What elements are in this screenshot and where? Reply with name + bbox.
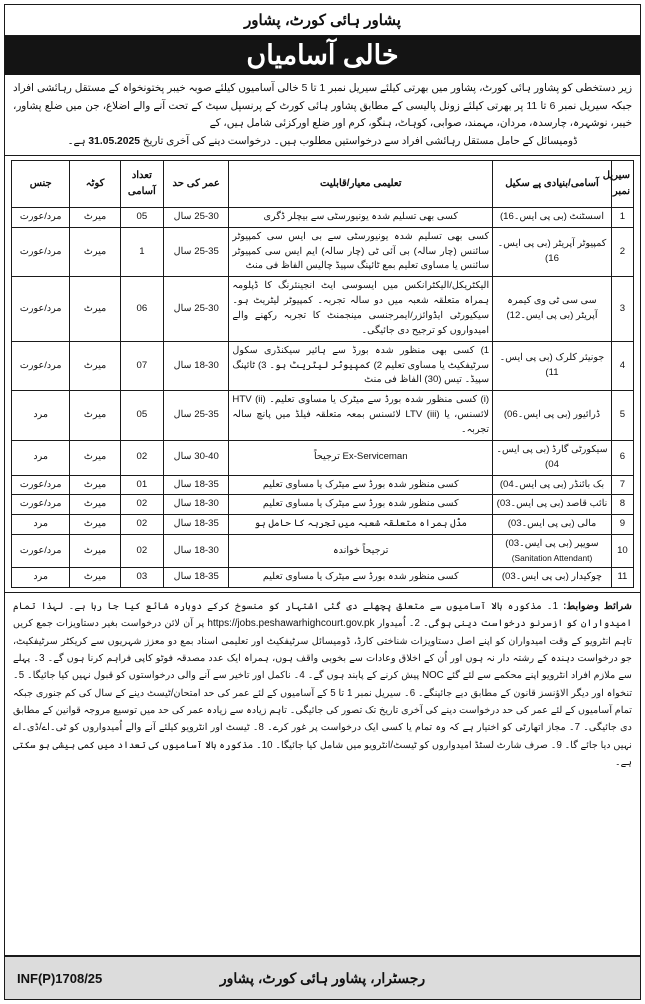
cell-age: 18-30 سال [164, 535, 229, 568]
cell-count: 02 [120, 535, 163, 568]
terms-item-6: 6۔ سیریل نمبر 1 تا 5 کے آسامیوں کے لئے عمر کی حد امتحان/ٹیسٹ دینے کے سال کی کم جنوری جبکہ تمام آسامیوں کے لئے عمر کی حد درخواست دینے کی آخری تاریخ تک تصور کی جائیگی۔ تاہم زیادہ سے زیادہ عمر کی حد میں توسیع مروجہ قوانین کے مطابق دی جائیگی۔ [13, 687, 632, 734]
cell-qualification: کسی بھی تسلیم شدہ یونیورسٹی سے بی ایس سی کمپیوٹر سائنس (چار سالہ) بی آئی ٹی (چار سالہ) ایم ایس سی کمپیوٹر سائنس یا مساوی تعلیم بمع ٹائپنگ سپیڈ چالیس الفاظ فی منٹ [229, 227, 493, 277]
cell-gender: مرد/عورت [12, 207, 70, 227]
cell-gender: مرد/عورت [12, 475, 70, 495]
organization-header [5, 5, 640, 36]
cell-quota: میرٹ [70, 440, 120, 475]
table-row [12, 391, 634, 441]
cell-serial: 10 [611, 535, 633, 568]
cell-post: مالی (بی پی ایس۔03) [493, 515, 612, 535]
cell-quota: میرٹ [70, 515, 120, 535]
header-count: تعداد آسامی [120, 160, 163, 207]
table-row [12, 475, 634, 495]
terms-item-4: 4۔ ناکمل اور تاخیر سے آنے والی درخواستوں کو قبول نہیں کیا جائیگا۔ [27, 670, 305, 682]
cell-quota: میرٹ [70, 568, 120, 588]
table-row [12, 568, 634, 588]
cell-serial: 4 [611, 341, 633, 391]
cell-quota: میرٹ [70, 475, 120, 495]
cell-serial: 8 [611, 495, 633, 515]
cell-qualification: کسی منظور شدہ بورڈ سے میٹرک یا مساوی تعلیم [229, 495, 493, 515]
cell-qualification: کسی منظور شدہ بورڈ سے میٹرک یا مساوی تعلیم [229, 475, 493, 495]
terms-heading: شرائط وضوابط: [563, 600, 632, 612]
cell-qualification: مڈل ہمراہ متعلقہ شعبہ میں تجربہ کا حامل ہو [229, 515, 493, 535]
document-footer [5, 956, 640, 999]
header-gender: جنس [12, 160, 70, 207]
cell-gender: مرد/عورت [12, 341, 70, 391]
cell-serial: 2 [611, 227, 633, 277]
signatory-line: رجسٹرار، پشاور ہائی کورٹ، پشاور [219, 969, 426, 986]
cell-quota: میرٹ [70, 341, 120, 391]
header-age: عمر کی حد [164, 160, 229, 207]
terms-and-conditions [5, 592, 640, 956]
table-row [12, 227, 634, 277]
cell-post: اسسٹنٹ (بی پی ایس۔16) [493, 207, 612, 227]
terms-item-3: 3۔ پہلے سے ملازم افراد انٹرویو اپنے محکمے سے لئے گئے NOC پیش کرنے کے پابند ہوں گے۔ [13, 653, 633, 682]
vacancy-table-container [5, 156, 640, 588]
banner-title: خالی آسامیاں [246, 40, 399, 70]
cell-quota: میرٹ [70, 391, 120, 441]
cell-age: 18-30 سال [164, 341, 229, 391]
cell-qualification: ترجیحاً خواندہ [229, 535, 493, 568]
cell-age: 18-35 سال [164, 475, 229, 495]
cell-gender: مرد [12, 440, 70, 475]
cell-qualification: 1) کسی بھی منظور شدہ بورڈ سے ہائیر سیکنڈری سکول سرٹیفکیٹ یا مساوی تعلیم 2) کمپیوٹر لیٹریٹ ہو۔ 3) ٹائپنگ سپیڈ۔ تیس (30) الفاظ فی منٹ [229, 341, 493, 391]
cell-post: نائب قاصد (بی پی ایس۔03) [493, 495, 612, 515]
cell-quota: میرٹ [70, 277, 120, 341]
cell-post: سیکورٹی گارڈ (بی پی ایس۔04) [493, 440, 612, 475]
header-serial: سیریل نمبر [611, 160, 633, 207]
cell-count: 06 [120, 277, 163, 341]
cell-serial: 5 [611, 391, 633, 441]
table-row [12, 207, 634, 227]
cell-age: 25-30 سال [164, 277, 229, 341]
cell-serial: 1 [611, 207, 633, 227]
cell-count: 02 [120, 440, 163, 475]
table-row [12, 515, 634, 535]
intro-deadline-suffix: ہے۔ [67, 136, 89, 148]
post-name-english: (Sanitation Attendant) [511, 553, 593, 563]
cell-serial: 11 [611, 568, 633, 588]
table-row [12, 495, 634, 515]
document-frame [4, 4, 641, 1000]
cell-post: کمپیوٹر آپریٹر (بی پی ایس۔16) [493, 227, 612, 277]
cell-quota: میرٹ [70, 535, 120, 568]
vacancy-table-body [12, 207, 634, 587]
cell-serial: 6 [611, 440, 633, 475]
cell-quota: میرٹ [70, 207, 120, 227]
cell-serial: 9 [611, 515, 633, 535]
cell-serial: 3 [611, 277, 633, 341]
cell-count: 05 [120, 207, 163, 227]
application-portal-link[interactable]: https://jobs.peshawarhighcourt.gov.pk [207, 618, 375, 630]
terms-item-1: 1۔ مذکورہ بالا آسامیوں سے متعلق پچھلے دی گئی اشتہار کو منسوخ کرکے دوبارہ شائع کیا جا رہا ہے۔ لہذا تمام امیدواران کو ازسرنو درخواست دینی ہوگی۔ [13, 600, 632, 630]
cell-gender: مرد/عورت [12, 535, 70, 568]
cell-qualification: کسی بھی تسلیم شدہ یونیورسٹی سے بیچلر ڈگری [229, 207, 493, 227]
inf-reference-code: INF(P)1708/25 [17, 970, 103, 986]
cell-count: 07 [120, 341, 163, 391]
cell-count: 01 [120, 475, 163, 495]
cell-post: سی سی ٹی وی کیمرہ آپریٹر (بی پی ایس۔12) [493, 277, 612, 341]
terms-item-10: 10۔ مذکورہ بالا آسامیوں کی تعداد میں کمی بیشی ہو سکتی ہے۔ [13, 739, 632, 768]
intro-line-1: زیر دستخطی کو پشاور ہائی کورٹ، پشاور میں بھرتی کیلئے سیریل نمبر 1 تا 5 خالی آسامیوں کیلئے صوبہ خیبر پختونخواہ کے مستقل رہائشی افراد جبکہ سیریل نمبر 6 تا 11 پر بھرتی کیلئے زونل پالیسی کے [13, 83, 632, 112]
cell-age: 30-40 سال [164, 440, 229, 475]
table-row [12, 535, 634, 568]
header-qualification: تعلیمی معیار/قابلیت [229, 160, 493, 207]
cell-count: 02 [120, 495, 163, 515]
table-row [12, 440, 634, 475]
introduction-paragraph [5, 75, 640, 156]
cell-count: 1 [120, 227, 163, 277]
cell-post: ڈرائیور (بی پی ایس۔06) [493, 391, 612, 441]
terms-item-2-prefix: 2۔ اُمیدوار [374, 618, 420, 630]
terms-item-8: 8۔ ٹیسٹ اور انٹرویو کیلئے آنے والے اُمیدواروں کو ٹی۔اے/ڈی۔اے نہیں دیا جائے گا۔ [13, 722, 632, 751]
vacancy-table [11, 160, 634, 588]
cell-age: 25-35 سال [164, 391, 229, 441]
organization-title: پشاور ہائی کورٹ، پشاور [244, 12, 401, 29]
cell-quota: میرٹ [70, 227, 120, 277]
cell-qualification: الیکٹریکل/الیکٹرانکس میں ایسوسی ایٹ انجینئرنگ کا ڈپلومہ ہمراہ متعلقہ شعبہ میں دو سالہ تجربہ۔ کمپیوٹر لیٹریٹ ہو۔ سیکیورٹی ایڈوائزر/ایمرجنسی مینجمنٹ کا تجربہ رکھنے والے امیدواروں کو ترجیح دی جائیگی۔ [229, 277, 493, 341]
intro-line-2: مطابق پشاور ہائی کورٹ کے پرنسپل سیٹ کے تحت آنے والے اضلاع، جن میں ضلع پشاور، خیبر، نوشہرہ، چارسدہ، مردان، مہمند، صوابی، کوہاٹ، ہنگو، کرم اور ضلع اورکزئی شامل ہیں، کے [13, 100, 632, 130]
cell-age: 18-35 سال [164, 515, 229, 535]
cell-age: 18-35 سال [164, 568, 229, 588]
terms-item-7: 7۔ مجاز اتھارٹی کو اختیار ہے کہ وہ تمام یا کسی ایک درخواست پر غور کرے۔ [267, 722, 581, 734]
cell-gender: مرد [12, 515, 70, 535]
terms-item-9: 9۔ صرف شارٹ لسٹڈ امیدواروں کو ٹیسٹ/انٹرویو میں شامل کیا جائیگا۔ [275, 739, 562, 751]
cell-post: چوکیدار (بی پی ایس۔03) [493, 568, 612, 588]
table-header-row [12, 160, 634, 207]
cell-gender: مرد/عورت [12, 277, 70, 341]
terms-item-5: 5۔ تنخواہ اور دیگر الاؤنسز قانون کے مطابق دیے جائینگے۔ [13, 670, 633, 699]
cell-age: 25-30 سال [164, 207, 229, 227]
table-row [12, 277, 634, 341]
cell-age: 25-35 سال [164, 227, 229, 277]
cell-gender: مرد [12, 568, 70, 588]
terms-item-2-suffix: پر آن لائن درخواست بغیر دستاویزات جمع کریں تاہم انٹرویو کے وقت امیدواران کو اپنے اصل دستاویزات شناختی کارڈ، ڈومیسائل سرٹیفکیٹ اور تعلیمی اسناد بمع دو معزز شہریوں سے کریکٹر سرٹیفکیٹ، جو درخواست دہندہ کے رشتہ دار نہ ہوں اور اُن کے اخلاق وعادات سے بخوبی واقف ہوں، ہمراہ ایک عدد مصدقہ فوٹو کاپی فراہم کرنا ہوں گے۔ [13, 618, 632, 665]
cell-gender: مرد/عورت [12, 227, 70, 277]
cell-post: بک بائنڈر (بی پی ایس۔04) [493, 475, 612, 495]
header-quota: کوٹہ [70, 160, 120, 207]
cell-qualification: (i) کسی منظور شدہ بورڈ سے میٹرک یا مساوی تعلیم۔ (ii) HTV لائسنس، یا (iii) LTV لائسنس بمعہ متعلقہ فیلڈ میں پانچ سالہ تجربہ۔ [229, 391, 493, 441]
header-post: آسامی/بنیادی پے سکیل [493, 160, 612, 207]
cell-post: سویپر (بی پی ایس۔03) (Sanitation Attendant) [493, 535, 612, 568]
vacancy-banner [5, 36, 640, 75]
cell-count: 03 [120, 568, 163, 588]
cell-qualification: کسی منظور شدہ بورڈ سے میٹرک یا مساوی تعلیم [229, 568, 493, 588]
cell-quota: میرٹ [70, 495, 120, 515]
cell-serial: 7 [611, 475, 633, 495]
cell-gender: مرد/عورت [12, 495, 70, 515]
cell-count: 05 [120, 391, 163, 441]
cell-qualification: Ex-Serviceman ترجیحاً [229, 440, 493, 475]
cell-count: 02 [120, 515, 163, 535]
cell-gender: مرد [12, 391, 70, 441]
intro-deadline-prefix: ڈومیسائل کے حامل مستقل رہائشی افراد سے درخواستیں مطلوب ہیں۔ درخواست دینے کی آخری تاریخ [139, 136, 578, 148]
cell-age: 18-30 سال [164, 495, 229, 515]
intro-line-3 [13, 133, 632, 151]
application-deadline: 31.05.2025 [88, 136, 140, 148]
table-row [12, 341, 634, 391]
cell-post: جونیئر کلرک (بی پی ایس۔11) [493, 341, 612, 391]
